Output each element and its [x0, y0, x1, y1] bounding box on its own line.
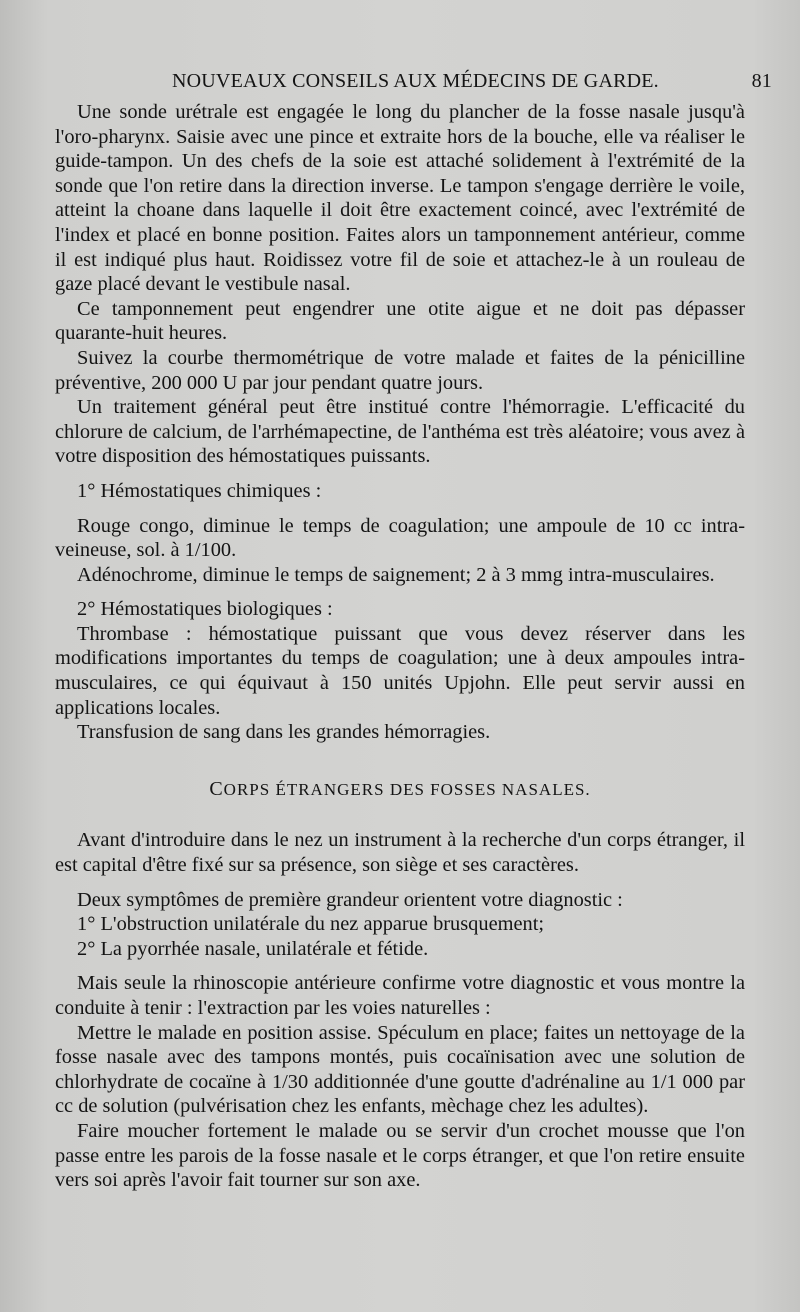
- list-heading: 1° Hémostatiques chimiques :: [77, 479, 322, 502]
- paragraph: Thrombase : hémostatique puissant que vous devez réserver dans les modifications importantes du temps de coagulation; une à deux ampoules intra-musculaires, ce qui équivaut à 150 unités Upjohn. Elle peut servir aussi en applications locales.: [55, 622, 745, 719]
- section-title: [55, 777, 745, 803]
- list-heading: 2° Hémostatiques biologiques :: [77, 598, 333, 621]
- paragraph: Une sonde urétrale est engagée le long du plancher de la fosse nasale jusqu'à l'oro-pharynx. Saisie avec une pince et extraite hors de la bouche, elle va réaliser le guide-tampon. Un des chefs de la soie est attaché solidement à l'extrémité de la sonde que l'on retire dans la direction inverse. Le tampon s'engage derrière le voile, atteint la choane dans laquelle il doit être exactement coincé, avec l'extrémité de l'index et placé en bonne position. Faites alors un tamponnement antérieur, comme il est indiqué plus haut. Roidissez votre fil de soie et attachez-le à un rouleau de gaze placé devant le vestibule nasal.: [55, 101, 745, 296]
- paragraph: Transfusion de sang dans les grandes hémorragies.: [77, 721, 491, 744]
- paragraph: Deux symptômes de première grandeur orientent votre diagnostic :: [77, 888, 623, 911]
- section-title-initial: C: [209, 777, 224, 800]
- paragraph: Mais seule la rhinoscopie antérieure confirme votre diagnostic et vous montre la conduite à tenir : l'extraction par les voies naturelles :: [55, 972, 745, 1019]
- paragraph: Un traitement général peut être institué contre l'hémorragie. L'efficacité du chlorure de calcium, de l'arrhémapectine, de l'anthéma est très aléatoire; vous avez à votre disposition des hémostatiques puissants.: [55, 396, 745, 468]
- paragraph: Mettre le malade en position assise. Spéculum en place; faites un nettoyage de la fosse nasale avec des tampons montés, puis cocaïnisation avec une solution de chlorhydrate de cocaïne à 1/30 additionnée d'une goutte d'adrénaline au 1/1 000 par cc de solution (pulvérisation chez les enfants, mèchage chez les adultes).: [55, 1021, 745, 1118]
- paragraph: Suivez la courbe thermométrique de votre malade et faites de la pénicilline préventive, 200 000 U par jour pendant quatre jours.: [55, 346, 745, 394]
- paragraph: Rouge congo, diminue le temps de coagulation; une ampoule de 10 cc intra-veineuse, sol. à 1/100.: [55, 514, 745, 562]
- section-title-rest: ORPS ÉTRANGERS DES FOSSES NASALES.: [223, 779, 591, 799]
- paragraph: Faire moucher fortement le malade ou se servir d'un crochet mousse que l'on passe entre les parois de la fosse nasale et le corps étranger, et que l'on retire ensuite vers soi après l'avoir fait tourner sur son axe.: [55, 1119, 745, 1192]
- page-number: 81: [751, 70, 772, 92]
- running-header: [172, 70, 772, 98]
- paragraph: Adénochrome, diminue le temps de saignement; 2 à 3 mmg intra-musculaires.: [77, 563, 715, 586]
- running-title: NOUVEAUX CONSEILS AUX MÉDECINS DE GARDE.: [172, 70, 659, 92]
- list-item: 2° La pyorrhée nasale, unilatérale et fétide.: [77, 937, 429, 960]
- list-item: 1° L'obstruction unilatérale du nez apparue brusquement;: [77, 913, 545, 936]
- page-body: [55, 100, 745, 1193]
- paragraph: Avant d'introduire dans le nez un instrument à la recherche d'un corps étranger, il est capital d'être fixé sur sa présence, son siège et ses caractères.: [55, 829, 745, 877]
- paragraph: Ce tamponnement peut engendrer une otite aigue et ne doit pas dépasser quarante-huit heures.: [55, 297, 745, 345]
